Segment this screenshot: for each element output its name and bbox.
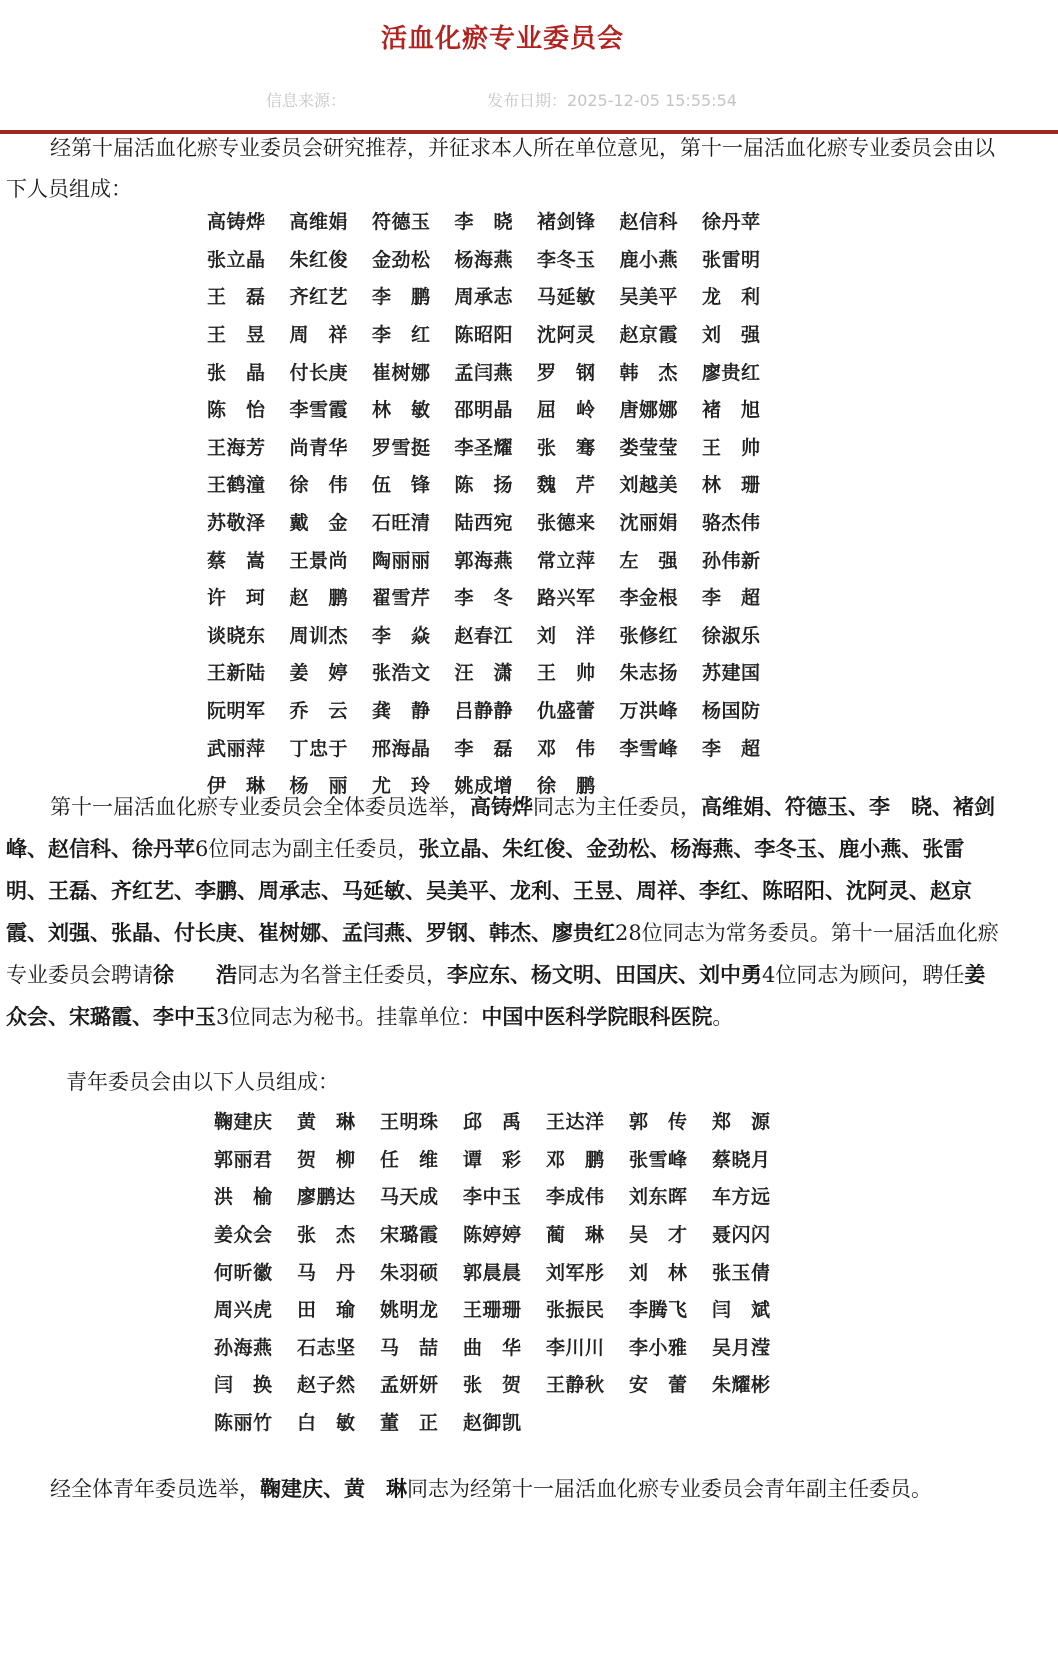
member-name: 朱志扬 (619, 662, 678, 685)
standing-member-names: 张立晶、朱红俊、金劲松、杨海燕、李冬玉、鹿小燕、张雷明、王磊、齐红艺、李鹏、周承志、马延敏、吴美平、龙利、王昱、周祥、李红、陈昭阳、沈阿灵、赵京霞、刘强、张晶、付长庚、崔树娜、孟闫燕、罗钢、韩杰、廖贵红 (6, 836, 972, 945)
name-row (214, 1290, 795, 1328)
member-name: 李腾飞 (629, 1299, 687, 1322)
member-name: 沈丽娟 (619, 512, 678, 535)
member-name: 闫 斌 (712, 1299, 770, 1322)
election-text: 。 (712, 1005, 734, 1029)
member-name: 吴月滢 (712, 1336, 770, 1359)
name-row (207, 616, 785, 654)
name-row (207, 728, 785, 766)
member-name: 孙伟新 (702, 549, 760, 572)
member-name: 刘越美 (619, 474, 678, 497)
member-name: 李成伟 (546, 1186, 604, 1209)
member-name: 邢海晶 (372, 737, 430, 760)
member-name: 姜 婷 (289, 662, 348, 685)
member-name: 王海芳 (207, 436, 265, 459)
member-name: 金劲松 (372, 248, 430, 271)
member-name: 赵春江 (454, 624, 513, 647)
member-name: 李 晓 (454, 211, 513, 234)
member-name: 邱 禹 (463, 1111, 521, 1134)
member-name: 鞠建庆 (214, 1111, 272, 1134)
honorary-chair-name: 徐 浩 (153, 962, 237, 987)
member-name: 谭 彩 (463, 1148, 521, 1171)
member-name: 李中玉 (463, 1186, 521, 1209)
intro-text: 经第十届活血化瘀专业委员会研究推荐，并征求本人所在单位意见，第十一届活血化瘀专业委员会由以下人员组成： (6, 136, 995, 201)
name-row (207, 578, 785, 616)
publish-date: 发布日期：2025-12-05 15:55:54 (487, 91, 737, 110)
member-name: 邵明晶 (454, 399, 513, 422)
youth-vice-chair-names: 鞠建庆、黄 琳 (260, 1476, 407, 1501)
youth-election-text: 经全体青年委员选举， (50, 1477, 260, 1501)
member-name: 李 鹏 (372, 286, 430, 309)
member-name: 郭丽君 (214, 1148, 272, 1171)
member-name: 王 昱 (207, 324, 265, 347)
name-row (207, 691, 785, 729)
member-name: 陶丽丽 (372, 549, 430, 572)
member-name: 宋璐霞 (380, 1224, 438, 1247)
member-name: 白 敏 (297, 1412, 355, 1435)
name-row (207, 202, 785, 240)
members-grid (207, 202, 785, 804)
member-name: 乔 云 (289, 700, 348, 723)
member-name: 张雷明 (702, 248, 760, 271)
member-name: 戴 金 (289, 512, 348, 535)
name-row (214, 1365, 795, 1403)
member-name: 林 珊 (702, 474, 760, 497)
member-name: 张修红 (619, 624, 678, 647)
member-name: 仇盛蕾 (537, 700, 595, 723)
member-name: 韩 杰 (619, 361, 678, 384)
member-name: 张 晶 (207, 361, 265, 384)
member-name: 闫 换 (214, 1374, 272, 1397)
member-name: 陈婷婷 (463, 1224, 521, 1247)
page-title: 活血化瘀专业委员会 (380, 24, 624, 54)
member-name: 郭晨晨 (463, 1261, 521, 1284)
member-name: 姜众会 (214, 1224, 272, 1247)
member-name: 贺 柳 (297, 1148, 355, 1171)
member-name: 娄莹莹 (619, 436, 678, 459)
youth-heading: 青年委员会由以下人员组成： (66, 1070, 339, 1094)
member-name: 龚 静 (372, 700, 430, 723)
member-name: 高维娟 (289, 211, 348, 234)
member-name: 郭海燕 (454, 549, 513, 572)
name-row (214, 1102, 795, 1140)
member-name: 许 珂 (207, 587, 265, 610)
member-name: 万洪峰 (619, 700, 678, 723)
member-name: 王达洋 (546, 1111, 604, 1134)
member-name: 丁忠于 (289, 737, 348, 760)
member-name: 李川川 (546, 1336, 604, 1359)
member-name: 任 维 (380, 1148, 438, 1171)
member-name: 苏敬泽 (207, 512, 265, 535)
member-name: 王新陆 (207, 662, 265, 685)
member-name: 廖贵红 (702, 361, 760, 384)
member-name: 徐丹苹 (702, 211, 760, 234)
member-name: 李金根 (619, 587, 678, 610)
member-name: 徐淑乐 (702, 624, 760, 647)
election-text: 第十一届活血化瘀专业委员会全体委员选举， (50, 795, 470, 819)
member-name: 龙 利 (702, 286, 760, 309)
member-name: 林 敏 (372, 399, 430, 422)
member-name: 石旺清 (372, 512, 430, 535)
name-row (207, 352, 785, 390)
member-name: 李圣耀 (454, 436, 513, 459)
member-name: 石志坚 (297, 1336, 355, 1359)
member-name: 阮明军 (207, 700, 265, 723)
name-row (214, 1215, 795, 1253)
member-name: 张立晶 (207, 248, 265, 271)
election-paragraph (6, 786, 1006, 1038)
member-name: 王珊珊 (463, 1299, 521, 1322)
member-name: 苏建国 (702, 662, 760, 685)
member-name: 王景尚 (289, 549, 348, 572)
member-name: 左 强 (619, 549, 678, 572)
member-name: 张振民 (546, 1299, 604, 1322)
member-name: 王 帅 (537, 662, 595, 685)
member-name: 伍 锋 (372, 474, 430, 497)
member-name: 马 丹 (297, 1261, 355, 1284)
member-name: 何昕徽 (214, 1261, 272, 1284)
member-name: 骆杰伟 (702, 512, 760, 535)
member-name: 李 磊 (454, 737, 513, 760)
name-row (214, 1328, 795, 1366)
member-name: 吕静静 (454, 700, 513, 723)
member-name: 李 冬 (454, 587, 513, 610)
member-name: 汪 潇 (454, 662, 513, 685)
name-row (207, 240, 785, 278)
member-name: 褚 旭 (702, 399, 760, 422)
member-name: 曲 华 (463, 1336, 521, 1359)
member-name: 张 贺 (463, 1374, 521, 1397)
election-text: 28位同志为常务委员。第十一届活血化瘀专业委员会聘请 (6, 921, 999, 987)
member-name: 陆西宛 (454, 512, 513, 535)
member-name: 李 焱 (372, 624, 430, 647)
member-name: 王明珠 (380, 1111, 438, 1134)
member-name: 赵子然 (297, 1374, 355, 1397)
member-name: 孟妍妍 (380, 1374, 438, 1397)
member-name: 刘 洋 (537, 624, 595, 647)
member-name: 罗雪挺 (372, 436, 430, 459)
advisor-names: 李应东、杨文明、田国庆、刘中勇 (447, 962, 762, 987)
name-row (214, 1252, 795, 1290)
member-name: 王鹤潼 (207, 474, 265, 497)
name-row (207, 428, 785, 466)
youth-members-grid (214, 1102, 795, 1440)
member-name: 李冬玉 (537, 248, 595, 271)
member-name: 张德来 (537, 512, 595, 535)
member-name: 聂闪闪 (712, 1224, 770, 1247)
member-name: 朱耀彬 (712, 1374, 770, 1397)
member-name: 吴 才 (629, 1224, 687, 1247)
member-name: 陈昭阳 (454, 324, 513, 347)
election-text: 同志为主任委员， (533, 795, 701, 819)
name-row (214, 1177, 795, 1215)
intro-paragraph (6, 128, 1006, 210)
member-name: 齐红艺 (289, 286, 348, 309)
member-name: 周兴虎 (214, 1299, 272, 1322)
member-name: 孟闫燕 (454, 361, 513, 384)
member-name: 唐娜娜 (619, 399, 678, 422)
member-name: 李 红 (372, 324, 430, 347)
member-name: 邓 伟 (537, 737, 595, 760)
member-name: 王静秋 (546, 1374, 604, 1397)
member-name: 李雪霞 (289, 399, 348, 422)
member-name: 符德玉 (372, 211, 430, 234)
name-row (207, 390, 785, 428)
member-name: 李 超 (702, 587, 760, 610)
member-name: 张 骞 (537, 436, 595, 459)
member-name: 杨国防 (702, 700, 760, 723)
member-name: 刘 强 (702, 324, 760, 347)
name-row (214, 1403, 795, 1441)
member-name: 张玉倩 (712, 1261, 770, 1284)
name-row (207, 465, 785, 503)
election-text: 6位同志为副主任委员， (195, 837, 419, 861)
member-name: 周承志 (454, 286, 513, 309)
member-name: 魏 芹 (537, 474, 595, 497)
name-row (207, 277, 785, 315)
member-name: 蔡 嵩 (207, 549, 265, 572)
member-name: 付长庚 (289, 361, 348, 384)
member-name: 鹿小燕 (619, 248, 678, 271)
member-name: 路兴军 (537, 587, 595, 610)
member-name: 陈丽竹 (214, 1412, 272, 1435)
member-name: 陈 扬 (454, 474, 513, 497)
member-name: 张浩文 (372, 662, 430, 685)
member-name: 朱红俊 (289, 248, 348, 271)
election-text: 3位同志为秘书。挂靠单位： (216, 1005, 482, 1029)
member-name: 崔树娜 (372, 361, 430, 384)
member-name: 罗 钢 (537, 361, 595, 384)
member-name: 杨 丽 (289, 775, 348, 798)
name-row (214, 1140, 795, 1178)
chair-name: 高铸烨 (470, 794, 533, 819)
member-name: 李雪峰 (619, 737, 678, 760)
member-name: 刘东晖 (629, 1186, 687, 1209)
member-name: 赵 鹏 (289, 587, 348, 610)
youth-election-text: 同志为经第十一届活血化瘀专业委员会青年副主任委员。 (407, 1477, 932, 1501)
member-name: 李 超 (702, 737, 760, 760)
election-text: 同志为名誉主任委员， (237, 963, 447, 987)
member-name: 尤 玲 (372, 775, 430, 798)
member-name: 杨海燕 (454, 248, 513, 271)
member-name: 安 蕾 (629, 1374, 687, 1397)
member-name: 沈阿灵 (537, 324, 595, 347)
member-name: 廖鹏达 (297, 1186, 355, 1209)
member-name: 徐 鹏 (537, 775, 595, 798)
member-name: 郭 传 (629, 1111, 687, 1134)
member-name: 马延敏 (537, 286, 595, 309)
member-name: 翟雪芹 (372, 587, 430, 610)
info-source: 信息来源： (266, 91, 347, 110)
member-name: 伊 琳 (207, 775, 265, 798)
member-name: 常立萍 (537, 549, 595, 572)
host-unit: 中国中医科学院眼科医院 (481, 1004, 713, 1029)
member-name: 蔺 琳 (546, 1224, 604, 1247)
member-name: 赵御凯 (463, 1412, 521, 1435)
election-text: 4位同志为顾问，聘任 (762, 963, 965, 987)
name-row (207, 540, 785, 578)
member-name: 徐 伟 (289, 474, 348, 497)
name-row (207, 503, 785, 541)
youth-election-paragraph (6, 1468, 1006, 1510)
member-name: 蔡晓月 (712, 1148, 770, 1171)
member-name: 洪 榆 (214, 1186, 272, 1209)
member-name: 黄 琳 (297, 1111, 355, 1134)
member-name: 褚剑锋 (537, 211, 595, 234)
member-name: 刘军彤 (546, 1261, 604, 1284)
member-name: 赵信科 (619, 211, 678, 234)
member-name: 张雪峰 (629, 1148, 687, 1171)
member-name: 车方远 (712, 1186, 770, 1209)
member-name: 王 磊 (207, 286, 265, 309)
member-name: 武丽萍 (207, 737, 265, 760)
member-name: 姚明龙 (380, 1299, 438, 1322)
member-name: 马 喆 (380, 1336, 438, 1359)
member-name: 姚成增 (454, 775, 513, 798)
member-name: 朱羽硕 (380, 1261, 438, 1284)
member-name: 李小雅 (629, 1336, 687, 1359)
member-name: 王 帅 (702, 436, 760, 459)
name-row (207, 653, 785, 691)
member-name: 高铸烨 (207, 211, 265, 234)
member-name: 赵京霞 (619, 324, 678, 347)
name-row (207, 315, 785, 353)
member-name: 郑 源 (712, 1111, 770, 1134)
member-name: 吴美平 (619, 286, 678, 309)
member-name: 谈晓东 (207, 624, 265, 647)
secretary-names: 姜众会、宋璐霞、李中玉 (6, 962, 986, 1029)
member-name: 马天成 (380, 1186, 438, 1209)
vice-chair-names: 高维娟、符德玉、李 晓、褚剑峰、赵信科、徐丹苹 (6, 794, 995, 861)
member-name: 董 正 (380, 1412, 438, 1435)
member-name: 尚青华 (289, 436, 348, 459)
member-name: 周训杰 (289, 624, 348, 647)
member-name: 陈 怡 (207, 399, 265, 422)
member-name: 田 瑜 (297, 1299, 355, 1322)
member-name: 张 杰 (297, 1224, 355, 1247)
member-name: 屈 岭 (537, 399, 595, 422)
member-name: 周 祥 (289, 324, 348, 347)
member-name: 刘 林 (629, 1261, 687, 1284)
member-name: 邓 鹏 (546, 1148, 604, 1171)
member-name: 孙海燕 (214, 1336, 272, 1359)
